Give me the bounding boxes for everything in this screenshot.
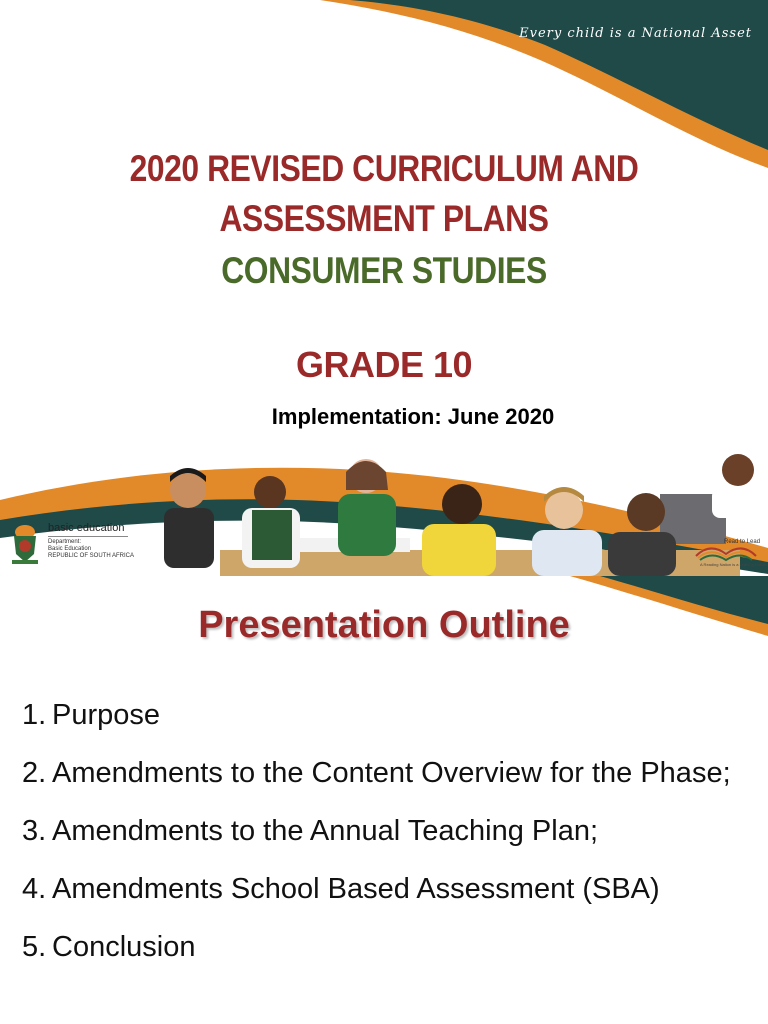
list-item: [22, 860, 762, 918]
logo-dept-name: Basic Education: [48, 546, 92, 552]
list-item: [22, 918, 762, 976]
read-to-lead-label: Read to Lead: [724, 539, 761, 545]
item-number: 4.: [22, 873, 47, 905]
item-number: 5.: [22, 931, 47, 963]
item-number: 1.: [22, 699, 47, 731]
read-to-lead-tagline: A Reading Nation is a Leading Nation: [700, 562, 767, 567]
outline-list: [22, 686, 762, 976]
outline-slide: [0, 576, 768, 1024]
basic-education-logo: [8, 522, 178, 572]
coat-of-arms-icon: [8, 522, 42, 566]
item-text: Amendments to the Annual Teaching Plan;: [52, 815, 599, 847]
title-line-1: 2020 REVISED CURRICULUM AND: [129, 148, 639, 189]
tagline: Every child is a National Asset: [519, 26, 752, 41]
list-item: [22, 686, 762, 744]
grade-title: GRADE 10: [295, 344, 473, 385]
read-to-lead-logo: [694, 538, 767, 570]
implementation-date: Implementation: June 2020: [271, 404, 555, 429]
outline-title: Presentation Outline: [198, 604, 570, 646]
logo-dept: Department:: [48, 539, 82, 545]
logo-name: basic education: [48, 522, 125, 534]
item-number: 3.: [22, 815, 47, 847]
subject-title: CONSUMER STUDIES: [221, 250, 547, 291]
list-item: [22, 744, 762, 802]
item-text: Amendments to the Content Overview for the Phase;: [52, 757, 731, 789]
item-number: 2.: [22, 757, 47, 789]
item-text: Amendments School Based Assessment (SBA): [52, 873, 660, 905]
students-photo: [160, 450, 768, 576]
title-line-2: ASSESSMENT PLANS: [219, 198, 549, 239]
item-text: Conclusion: [52, 931, 196, 963]
logo-country: REPUBLIC OF SOUTH AFRICA: [48, 553, 135, 559]
item-text: Purpose: [52, 699, 161, 731]
list-item: [22, 802, 762, 860]
